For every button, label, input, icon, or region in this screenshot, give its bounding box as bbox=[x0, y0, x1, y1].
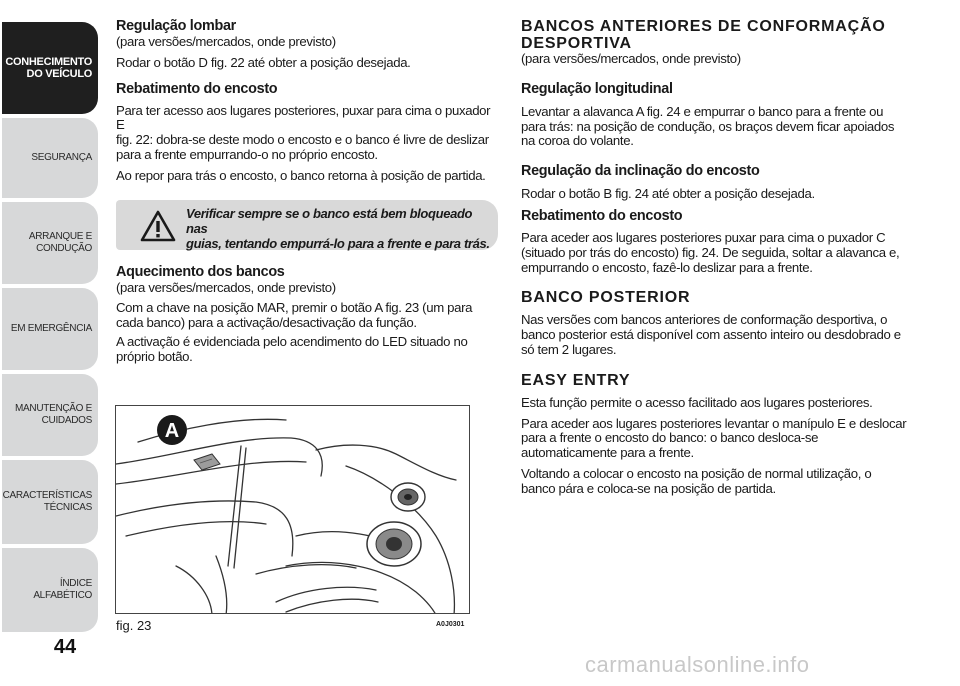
warning-box bbox=[116, 200, 498, 250]
page-number: 44 bbox=[53, 636, 77, 658]
chapter-sidebar bbox=[0, 0, 100, 686]
right-column bbox=[521, 18, 911, 497]
figure-23-seat-illustration bbox=[115, 405, 470, 614]
tab-em-emergencia[interactable]: EM EMERGÊNCIA bbox=[2, 288, 98, 370]
heating-paragraph: Com a chave na posição MAR, premir o botão A fig. 23 (um para cada banco) para a activação/desactivação da função. A activação é evidenciada pelo acendimento do LED situado no próprio botão. bbox=[116, 300, 473, 364]
seat-heating-button-drawing bbox=[116, 406, 470, 614]
tab-conhecimento-do-veiculo[interactable]: CONHECIMENTO DO VEÍCULO bbox=[2, 22, 98, 114]
knob-large bbox=[367, 522, 421, 566]
inclination-text: Rodar o botão B fig. 24 até obter a posição desejada. bbox=[521, 186, 815, 202]
knob-b bbox=[391, 483, 425, 511]
fold-right-title: Rebatimento do encosto bbox=[521, 207, 683, 224]
warning-text: Verificar sempre se o banco está bem bloqueado nas guias, tentando empurrá-lo para a frente e para trás. bbox=[186, 205, 490, 251]
fold-paragraph: Para ter acesso aos lugares posteriores, puxar para cima o puxador E fig. 22: dobra-se deste modo o encosto e o banco é livre de deslizar para a frente empurrando-o no próprio encosto. bbox=[116, 102, 491, 162]
sport-seats-title: BANCOS ANTERIORES DE CONFORMAÇÃO DESPORTIVA bbox=[521, 18, 886, 52]
tab-indice-alfabetico[interactable]: ÍNDICE ALFABÉTICO bbox=[2, 548, 98, 632]
tab-arranque-e-conducao[interactable]: ARRANQUE E CONDUÇÃO bbox=[2, 202, 98, 284]
inclination-title: Regulação da inclinação do encosto bbox=[521, 163, 760, 180]
left-column bbox=[116, 18, 500, 365]
fold-right-paragraph: Para aceder aos lugares posteriores puxar para cima o puxador C (situado por trás do encosto) fig. 24. De seguida, soltar a alavanca e, empurrando o encosto, fazê-lo deslizar para a frente. bbox=[521, 229, 900, 275]
warning-triangle-icon bbox=[140, 210, 176, 242]
easy-entry-intro: Esta função permite o acesso facilitado aos lugares posteriores. bbox=[521, 394, 873, 410]
longitudinal-title: Regulação longitudinal bbox=[521, 80, 673, 97]
tab-manutencao-e-cuidados[interactable]: MANUTENÇÃO E CUIDADOS bbox=[2, 374, 98, 456]
fold-return-text: Ao repor para trás o encosto, o banco retorna à posição de partida. bbox=[116, 167, 486, 183]
svg-text:A: A bbox=[164, 420, 180, 442]
heating-title: Aquecimento dos bancos bbox=[116, 263, 285, 280]
longitudinal-paragraph: Levantar a alavanca A fig. 24 e empurrar o banco para a frente ou para trás: na posição de condução, os braços devem ficar apoiados na coroa do volante. bbox=[521, 103, 895, 149]
heating-subtitle: (para versões/mercados, onde previsto) bbox=[116, 279, 336, 295]
rear-seat-paragraph: Nas versões com bancos anteriores de conformação desportiva, o banco posterior está disponível com assento inteiro ou desdobrado e só tem 2 lugares. bbox=[521, 312, 901, 357]
figure-caption: fig. 23 bbox=[116, 618, 152, 633]
tab-caracteristicas-tecnicas[interactable]: CARACTERÍSTICAS TÉCNICAS bbox=[2, 460, 98, 544]
easy-entry-return-paragraph: Voltando a colocar o encosto na posição de normal utilização, o banco pára e coloca-se na posição de partida. bbox=[521, 465, 872, 496]
tab-seguranca[interactable]: SEGURANÇA bbox=[2, 118, 98, 198]
watermark: carmanualsonline.info bbox=[585, 652, 810, 677]
fold-title: Rebatimento do encosto bbox=[116, 80, 278, 97]
easy-entry-title: EASY ENTRY bbox=[521, 371, 631, 389]
lumbar-subtitle: (para versões/mercados, onde previsto) bbox=[116, 34, 336, 49]
figure-code: A0J0301 bbox=[436, 621, 465, 628]
rear-seat-title: BANCO POSTERIOR bbox=[521, 289, 691, 307]
lumbar-text: Rodar o botão D fig. 22 até obter a posição desejada. bbox=[116, 54, 411, 70]
lumbar-title: Regulação lombar bbox=[116, 18, 236, 34]
easy-entry-paragraph: Para aceder aos lugares posteriores levantar o manípulo E e deslocar para a frente o encosto do banco: o banco desloca-se automaticamente para a frente. bbox=[521, 415, 907, 461]
heating-button-a bbox=[194, 454, 220, 470]
sport-seats-subtitle: (para versões/mercados, onde previsto) bbox=[521, 51, 741, 66]
marker-a-icon bbox=[157, 415, 187, 445]
